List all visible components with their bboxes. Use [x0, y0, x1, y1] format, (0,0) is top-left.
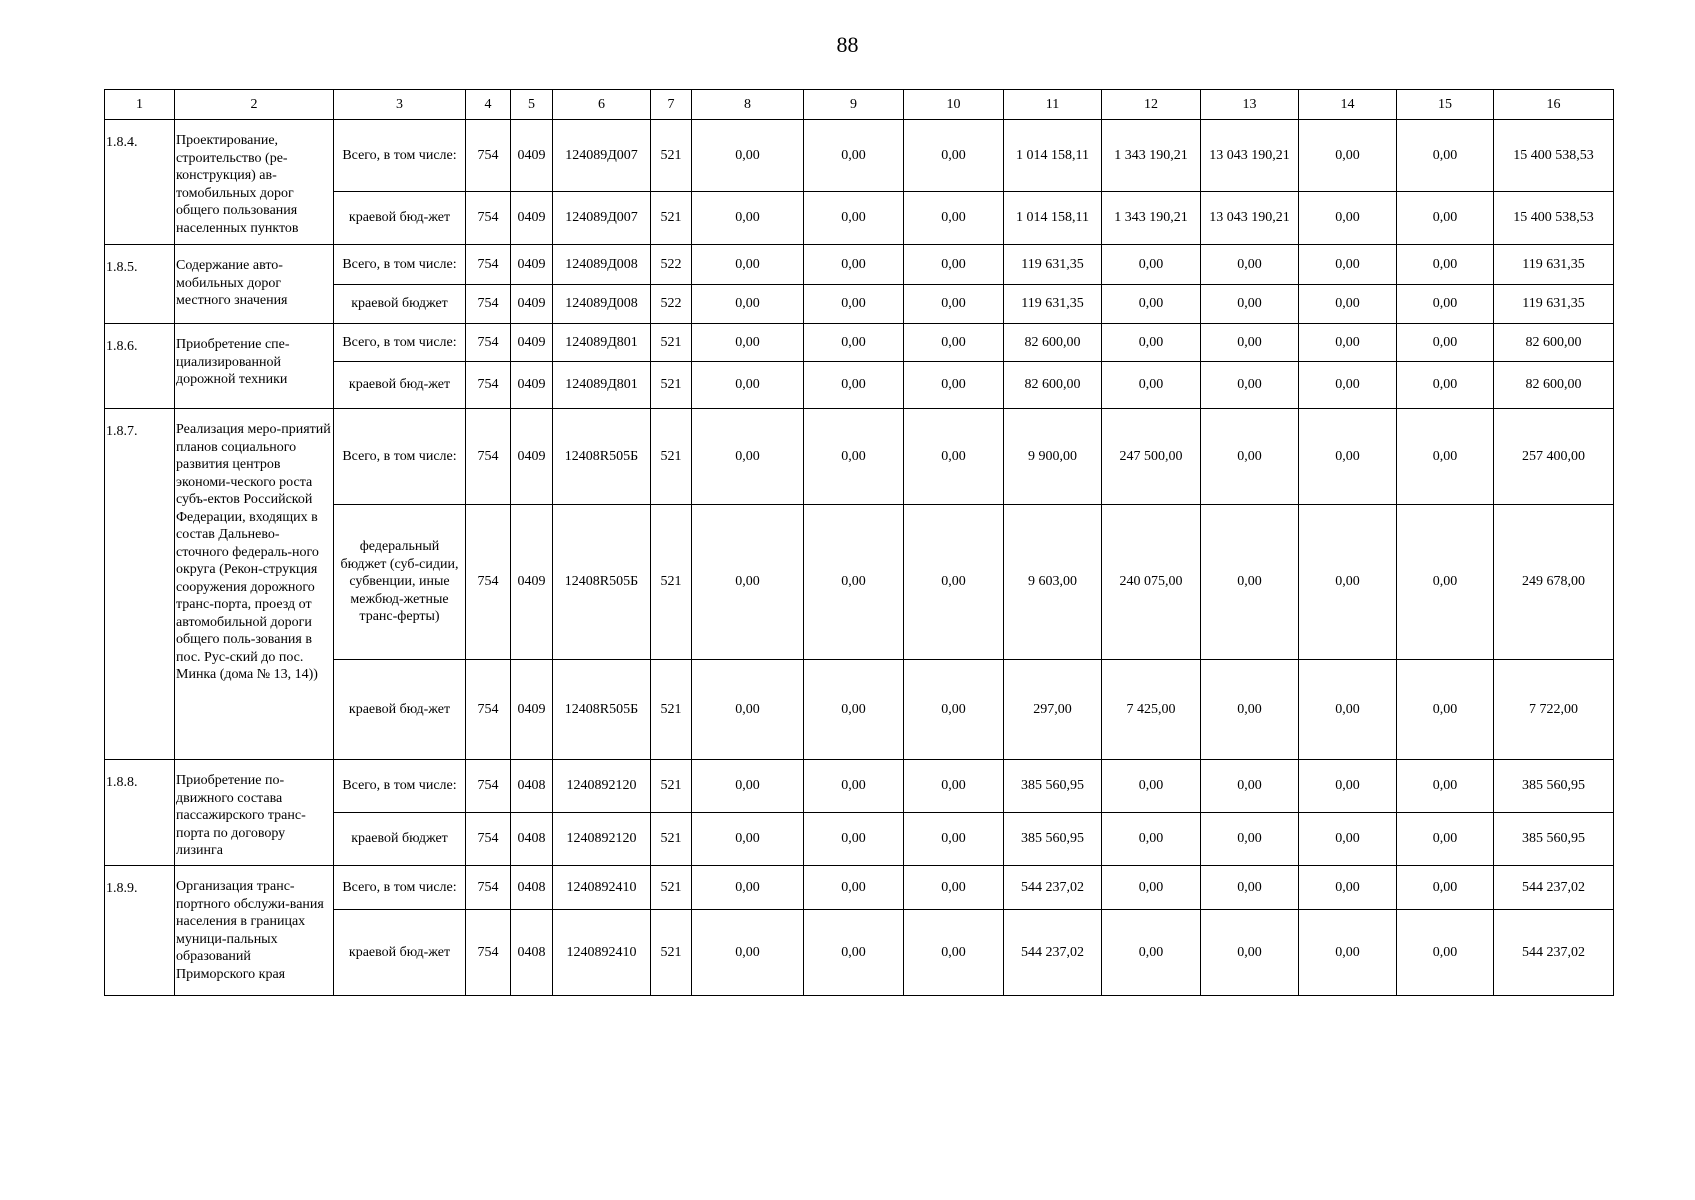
year-value-13: 0,00 — [1201, 866, 1299, 910]
target-article-code: 12408R505Б — [553, 409, 651, 505]
year-value-10: 0,00 — [904, 192, 1004, 245]
year-value-11: 385 560,95 — [1004, 813, 1102, 866]
section-code: 0409 — [511, 192, 553, 245]
year-value-9: 0,00 — [804, 285, 904, 324]
target-article-code: 124089Д007 — [553, 120, 651, 192]
year-value-13: 0,00 — [1201, 409, 1299, 505]
year-value-15: 0,00 — [1397, 192, 1494, 245]
year-value-13: 0,00 — [1201, 362, 1299, 409]
header-cell: 3 — [334, 90, 466, 120]
year-value-9: 0,00 — [804, 192, 904, 245]
year-value-9: 0,00 — [804, 866, 904, 910]
year-value-13: 0,00 — [1201, 324, 1299, 362]
target-article-code: 1240892120 — [553, 813, 651, 866]
admin-code: 754 — [466, 120, 511, 192]
year-value-14: 0,00 — [1299, 324, 1397, 362]
year-value-11: 82 600,00 — [1004, 324, 1102, 362]
year-value-12: 0,00 — [1102, 285, 1201, 324]
year-value-14: 0,00 — [1299, 192, 1397, 245]
year-value-11: 1 014 158,11 — [1004, 120, 1102, 192]
header-cell: 1 — [105, 90, 175, 120]
year-value-10: 0,00 — [904, 245, 1004, 285]
admin-code: 754 — [466, 660, 511, 760]
table-row — [105, 120, 1614, 192]
year-value-12: 1 343 190,21 — [1102, 192, 1201, 245]
header-cell: 14 — [1299, 90, 1397, 120]
year-value-15: 0,00 — [1397, 660, 1494, 760]
expense-type-code: 521 — [651, 660, 692, 760]
target-article-code: 124089Д801 — [553, 324, 651, 362]
section-code: 0409 — [511, 245, 553, 285]
header-cell: 13 — [1201, 90, 1299, 120]
year-value-14: 0,00 — [1299, 362, 1397, 409]
admin-code: 754 — [466, 910, 511, 996]
year-value-9: 0,00 — [804, 120, 904, 192]
year-value-8: 0,00 — [692, 409, 804, 505]
header-cell: 6 — [553, 90, 651, 120]
year-value-11: 9 900,00 — [1004, 409, 1102, 505]
expense-type-code: 521 — [651, 813, 692, 866]
funding-source: краевой бюд-жет — [334, 192, 466, 245]
year-value-11: 385 560,95 — [1004, 760, 1102, 813]
year-value-11: 119 631,35 — [1004, 245, 1102, 285]
total-value: 119 631,35 — [1494, 285, 1614, 324]
total-value: 544 237,02 — [1494, 866, 1614, 910]
item-name: Приобретение по-движного состава пассажирского транс-порта по договору лизинга — [175, 760, 334, 866]
year-value-8: 0,00 — [692, 120, 804, 192]
item-number: 1.8.6. — [105, 324, 175, 409]
header-cell: 12 — [1102, 90, 1201, 120]
year-value-10: 0,00 — [904, 866, 1004, 910]
year-value-8: 0,00 — [692, 760, 804, 813]
item-name: Проектирование, строительство (ре-конструкция) ав-томобильных дорог общего пользования населенных пунктов — [175, 120, 334, 245]
year-value-15: 0,00 — [1397, 910, 1494, 996]
expense-type-code: 521 — [651, 910, 692, 996]
total-value: 385 560,95 — [1494, 760, 1614, 813]
year-value-8: 0,00 — [692, 505, 804, 660]
page-number: 88 — [836, 32, 859, 57]
year-value-9: 0,00 — [804, 505, 904, 660]
year-value-8: 0,00 — [692, 285, 804, 324]
year-value-11: 544 237,02 — [1004, 910, 1102, 996]
admin-code: 754 — [466, 505, 511, 660]
year-value-9: 0,00 — [804, 245, 904, 285]
table-row — [105, 324, 1614, 362]
year-value-15: 0,00 — [1397, 866, 1494, 910]
funding-source: краевой бюд-жет — [334, 660, 466, 760]
year-value-8: 0,00 — [692, 192, 804, 245]
year-value-8: 0,00 — [692, 324, 804, 362]
year-value-10: 0,00 — [904, 660, 1004, 760]
item-name: Приобретение спе-циализированной дорожной техники — [175, 324, 334, 409]
expense-type-code: 521 — [651, 409, 692, 505]
item-name: Реализация меро-приятий планов социального развития центров экономи-ческого роста субъ-ектов Российской Федерации, входящих в состав Дальнево-сточного федераль-ного округа (Рекон-струкция сооружения дорожного транс-порта, проезд от автомобильной дороги общего поль-зования в пос. Рус-ский до пос. Минка (дома № 13, 14)) — [175, 409, 334, 760]
year-value-15: 0,00 — [1397, 285, 1494, 324]
section-code: 0409 — [511, 362, 553, 409]
section-code: 0409 — [511, 120, 553, 192]
total-value: 82 600,00 — [1494, 324, 1614, 362]
admin-code: 754 — [466, 245, 511, 285]
year-value-11: 544 237,02 — [1004, 866, 1102, 910]
year-value-15: 0,00 — [1397, 245, 1494, 285]
year-value-14: 0,00 — [1299, 910, 1397, 996]
expense-type-code: 521 — [651, 760, 692, 813]
section-code: 0409 — [511, 505, 553, 660]
item-number: 1.8.7. — [105, 409, 175, 760]
item-number: 1.8.4. — [105, 120, 175, 245]
target-article-code: 124089Д008 — [553, 245, 651, 285]
year-value-14: 0,00 — [1299, 409, 1397, 505]
funding-source: Всего, в том числе: — [334, 245, 466, 285]
admin-code: 754 — [466, 760, 511, 813]
table-row — [105, 866, 1614, 910]
header-cell: 9 — [804, 90, 904, 120]
section-code: 0409 — [511, 324, 553, 362]
header-cell: 4 — [466, 90, 511, 120]
section-code: 0408 — [511, 813, 553, 866]
header-cell: 8 — [692, 90, 804, 120]
year-value-12: 0,00 — [1102, 362, 1201, 409]
item-number: 1.8.5. — [105, 245, 175, 324]
section-code: 0408 — [511, 866, 553, 910]
funding-source: краевой бюд-жет — [334, 362, 466, 409]
year-value-13: 0,00 — [1201, 285, 1299, 324]
year-value-10: 0,00 — [904, 910, 1004, 996]
table-row — [105, 409, 1614, 505]
item-number: 1.8.9. — [105, 866, 175, 996]
target-article-code: 124089Д008 — [553, 285, 651, 324]
funding-source: Всего, в том числе: — [334, 409, 466, 505]
admin-code: 754 — [466, 285, 511, 324]
year-value-10: 0,00 — [904, 285, 1004, 324]
year-value-11: 9 603,00 — [1004, 505, 1102, 660]
admin-code: 754 — [466, 409, 511, 505]
year-value-13: 0,00 — [1201, 760, 1299, 813]
year-value-8: 0,00 — [692, 362, 804, 409]
table-row — [105, 760, 1614, 813]
year-value-9: 0,00 — [804, 362, 904, 409]
item-number: 1.8.8. — [105, 760, 175, 866]
target-article-code: 1240892410 — [553, 866, 651, 910]
year-value-15: 0,00 — [1397, 760, 1494, 813]
year-value-15: 0,00 — [1397, 324, 1494, 362]
year-value-14: 0,00 — [1299, 505, 1397, 660]
year-value-13: 0,00 — [1201, 910, 1299, 996]
expense-type-code: 521 — [651, 120, 692, 192]
expense-type-code: 522 — [651, 285, 692, 324]
section-code: 0408 — [511, 760, 553, 813]
funding-source: федеральный бюджет (суб-сидии, субвенции, иные межбюд-жетные транс-ферты) — [334, 505, 466, 660]
year-value-10: 0,00 — [904, 362, 1004, 409]
total-value: 544 237,02 — [1494, 910, 1614, 996]
year-value-11: 1 014 158,11 — [1004, 192, 1102, 245]
target-article-code: 124089Д801 — [553, 362, 651, 409]
total-value: 249 678,00 — [1494, 505, 1614, 660]
year-value-15: 0,00 — [1397, 409, 1494, 505]
section-code: 0408 — [511, 910, 553, 996]
header-cell: 10 — [904, 90, 1004, 120]
year-value-12: 0,00 — [1102, 910, 1201, 996]
year-value-10: 0,00 — [904, 505, 1004, 660]
year-value-12: 0,00 — [1102, 324, 1201, 362]
header-cell: 16 — [1494, 90, 1614, 120]
item-name: Организация транс-портного обслужи-вания населения в границах муници-пальных образований Приморского края — [175, 866, 334, 996]
target-article-code: 1240892410 — [553, 910, 651, 996]
admin-code: 754 — [466, 362, 511, 409]
funding-source: Всего, в том числе: — [334, 760, 466, 813]
funding-source: Всего, в том числе: — [334, 866, 466, 910]
funding-source: Всего, в том числе: — [334, 120, 466, 192]
year-value-9: 0,00 — [804, 660, 904, 760]
year-value-12: 0,00 — [1102, 866, 1201, 910]
year-value-10: 0,00 — [904, 120, 1004, 192]
expense-type-code: 521 — [651, 324, 692, 362]
year-value-12: 0,00 — [1102, 813, 1201, 866]
header-cell: 5 — [511, 90, 553, 120]
budget-table — [104, 89, 1614, 996]
funding-source: краевой бюджет — [334, 285, 466, 324]
year-value-13: 0,00 — [1201, 813, 1299, 866]
section-code: 0409 — [511, 660, 553, 760]
section-code: 0409 — [511, 285, 553, 324]
year-value-14: 0,00 — [1299, 813, 1397, 866]
year-value-13: 0,00 — [1201, 505, 1299, 660]
year-value-15: 0,00 — [1397, 362, 1494, 409]
year-value-9: 0,00 — [804, 409, 904, 505]
year-value-13: 13 043 190,21 — [1201, 192, 1299, 245]
header-cell: 2 — [175, 90, 334, 120]
header-cell: 15 — [1397, 90, 1494, 120]
total-value: 15 400 538,53 — [1494, 120, 1614, 192]
year-value-9: 0,00 — [804, 813, 904, 866]
year-value-9: 0,00 — [804, 910, 904, 996]
year-value-14: 0,00 — [1299, 120, 1397, 192]
funding-source: Всего, в том числе: — [334, 324, 466, 362]
target-article-code: 124089Д007 — [553, 192, 651, 245]
admin-code: 754 — [466, 813, 511, 866]
expense-type-code: 521 — [651, 866, 692, 910]
expense-type-code: 521 — [651, 192, 692, 245]
year-value-12: 240 075,00 — [1102, 505, 1201, 660]
year-value-9: 0,00 — [804, 760, 904, 813]
admin-code: 754 — [466, 192, 511, 245]
year-value-13: 13 043 190,21 — [1201, 120, 1299, 192]
year-value-12: 0,00 — [1102, 245, 1201, 285]
year-value-8: 0,00 — [692, 245, 804, 285]
year-value-11: 297,00 — [1004, 660, 1102, 760]
total-value: 82 600,00 — [1494, 362, 1614, 409]
year-value-12: 0,00 — [1102, 760, 1201, 813]
year-value-12: 247 500,00 — [1102, 409, 1201, 505]
year-value-15: 0,00 — [1397, 813, 1494, 866]
funding-source: краевой бюд-жет — [334, 910, 466, 996]
target-article-code: 12408R505Б — [553, 660, 651, 760]
year-value-11: 82 600,00 — [1004, 362, 1102, 409]
target-article-code: 12408R505Б — [553, 505, 651, 660]
year-value-8: 0,00 — [692, 866, 804, 910]
expense-type-code: 521 — [651, 505, 692, 660]
year-value-15: 0,00 — [1397, 505, 1494, 660]
header-row — [105, 90, 1614, 120]
header-cell: 11 — [1004, 90, 1102, 120]
year-value-8: 0,00 — [692, 660, 804, 760]
year-value-14: 0,00 — [1299, 660, 1397, 760]
year-value-14: 0,00 — [1299, 285, 1397, 324]
year-value-11: 119 631,35 — [1004, 285, 1102, 324]
item-name: Содержание авто-мобильных дорог местного значения — [175, 245, 334, 324]
table-row — [105, 245, 1614, 285]
year-value-8: 0,00 — [692, 813, 804, 866]
year-value-8: 0,00 — [692, 910, 804, 996]
admin-code: 754 — [466, 324, 511, 362]
target-article-code: 1240892120 — [553, 760, 651, 813]
header-cell: 7 — [651, 90, 692, 120]
total-value: 15 400 538,53 — [1494, 192, 1614, 245]
year-value-14: 0,00 — [1299, 245, 1397, 285]
year-value-10: 0,00 — [904, 324, 1004, 362]
year-value-10: 0,00 — [904, 760, 1004, 813]
year-value-10: 0,00 — [904, 813, 1004, 866]
year-value-14: 0,00 — [1299, 866, 1397, 910]
year-value-15: 0,00 — [1397, 120, 1494, 192]
funding-source: краевой бюджет — [334, 813, 466, 866]
total-value: 257 400,00 — [1494, 409, 1614, 505]
year-value-14: 0,00 — [1299, 760, 1397, 813]
total-value: 119 631,35 — [1494, 245, 1614, 285]
year-value-12: 7 425,00 — [1102, 660, 1201, 760]
total-value: 7 722,00 — [1494, 660, 1614, 760]
year-value-13: 0,00 — [1201, 245, 1299, 285]
section-code: 0409 — [511, 409, 553, 505]
year-value-10: 0,00 — [904, 409, 1004, 505]
admin-code: 754 — [466, 866, 511, 910]
expense-type-code: 521 — [651, 362, 692, 409]
year-value-12: 1 343 190,21 — [1102, 120, 1201, 192]
expense-type-code: 522 — [651, 245, 692, 285]
total-value: 385 560,95 — [1494, 813, 1614, 866]
year-value-13: 0,00 — [1201, 660, 1299, 760]
year-value-9: 0,00 — [804, 324, 904, 362]
